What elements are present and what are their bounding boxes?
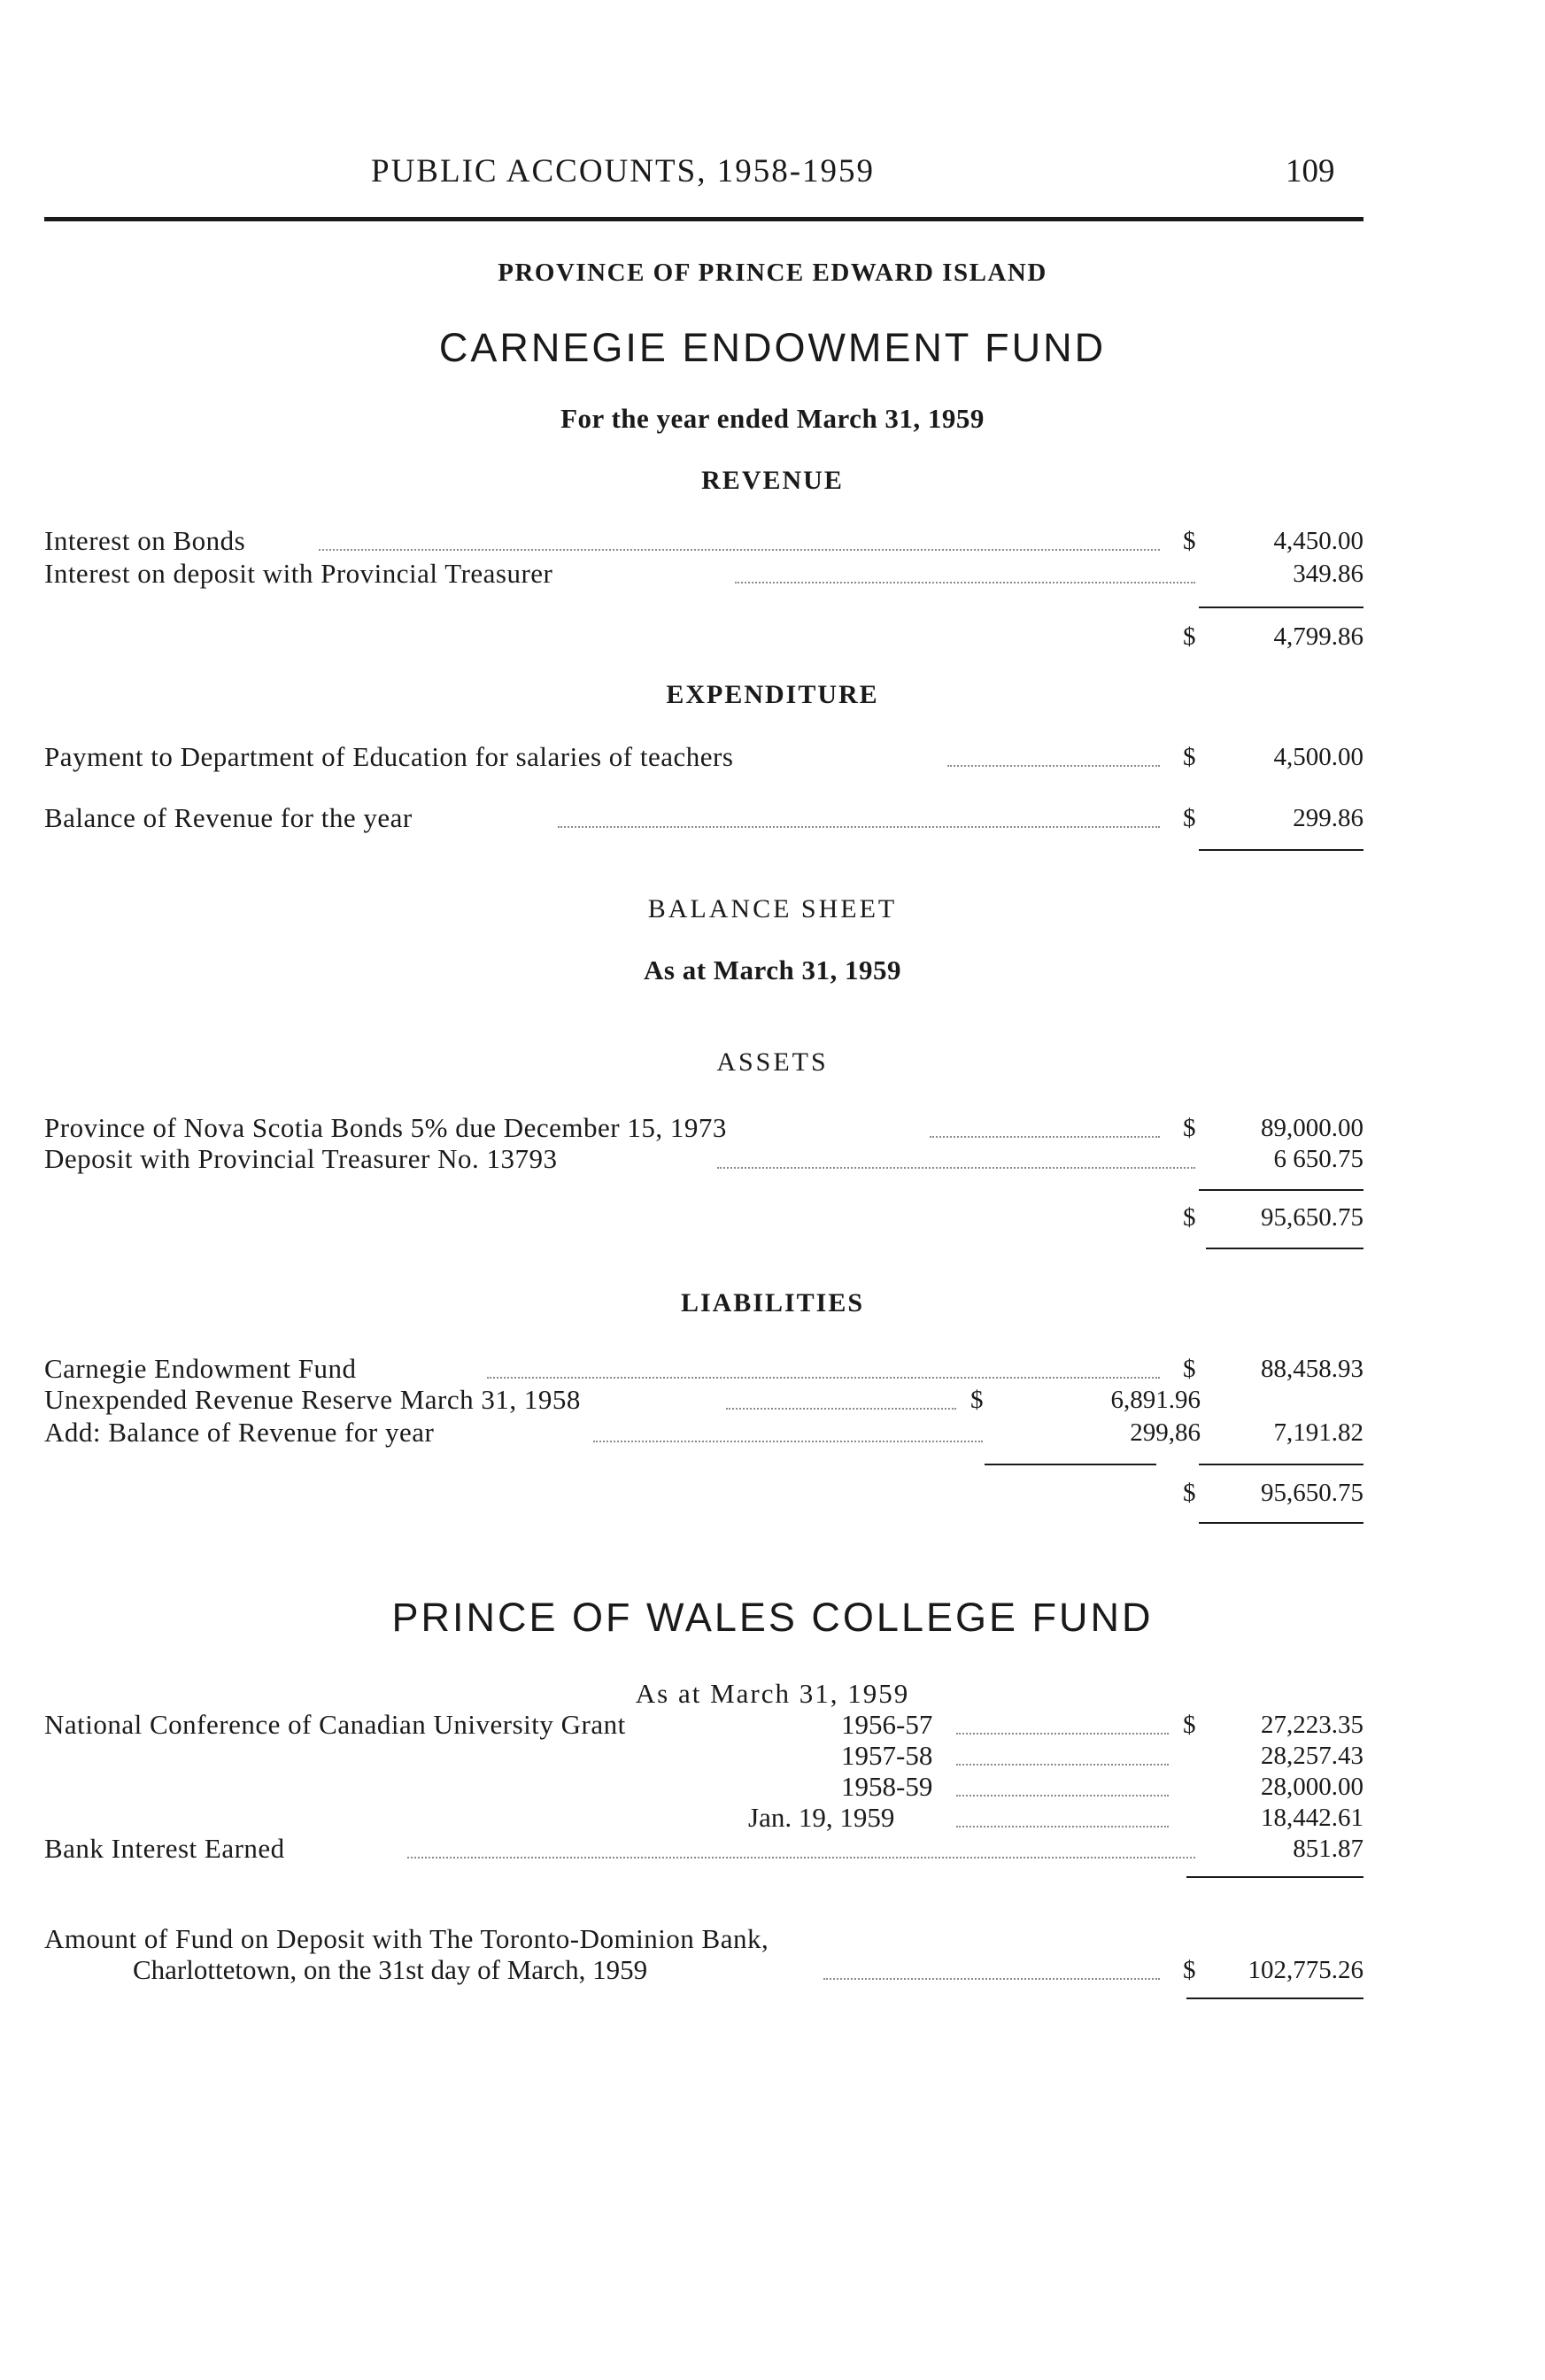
liabilities-amount-add: 299,86 (1130, 1418, 1201, 1447)
grant-amount-2: 28,257.43 (1261, 1742, 1363, 1770)
interest-label: Bank Interest Earned (44, 1833, 285, 1864)
interest-row (44, 1832, 1363, 1866)
assets-row-bonds (44, 1111, 1363, 1145)
dollar-sign: $ (1183, 804, 1196, 832)
deposit-label-line1: Amount of Fund on Deposit with The Toronto-Dominion Bank, (44, 1923, 769, 1954)
grant-period-4: Jan. 19, 1959 (748, 1802, 895, 1833)
liabilities-amount-unexpended: 6,891.96 (1110, 1386, 1201, 1414)
dot-leader (823, 1978, 1160, 1980)
liabilities-row-endowment (44, 1352, 1363, 1386)
expenditure-amount-payment: 4,500.00 (1273, 743, 1363, 771)
grant-row-1 (44, 1708, 1363, 1742)
grant-period-1: 1956-57 (841, 1709, 933, 1740)
dollar-sign: $ (1183, 1956, 1196, 1984)
dollar-sign: $ (1183, 1711, 1196, 1739)
expenditure-amount-balance: 299.86 (1293, 804, 1363, 832)
liabilities-label-endowment: Carnegie Endowment Fund (44, 1353, 357, 1384)
grant-period-2: 1957-58 (841, 1740, 933, 1771)
dot-leader (407, 1857, 1195, 1858)
dot-leader (930, 1136, 1160, 1138)
liabilities-add-total: 7,191.82 (1273, 1418, 1363, 1447)
dot-leader (558, 826, 1160, 828)
carnegie-title: CARNEGIE ENDOWMENT FUND (438, 325, 1107, 370)
assets-row-deposit (44, 1142, 1363, 1176)
grant-label: National Conference of Canadian University Grant (44, 1709, 626, 1740)
grant-amount-4: 18,442.61 (1261, 1804, 1363, 1832)
liabilities-row-add (44, 1416, 1363, 1449)
revenue-amount-deposit: 349.86 (1293, 560, 1363, 588)
liabilities-total-rule (1199, 1464, 1363, 1465)
dot-leader (593, 1441, 983, 1442)
expenditure-heading: EXPENDITURE (666, 680, 879, 709)
dot-leader (735, 582, 1195, 583)
balance-sheet-heading: BALANCE SHEET (647, 894, 898, 923)
interest-amount: 851.87 (1293, 1835, 1363, 1863)
assets-amount-bonds: 89,000.00 (1261, 1114, 1363, 1142)
dollar-sign: $ (1183, 1203, 1196, 1232)
revenue-heading: REVENUE (701, 466, 844, 495)
page-number: 109 (1286, 153, 1335, 189)
revenue-total-rule (1199, 607, 1363, 608)
grant-row-4 (44, 1801, 1363, 1835)
grant-period-3: 1958-59 (841, 1771, 933, 1802)
assets-label-deposit: Deposit with Provincial Treasurer No. 13793 (44, 1143, 558, 1174)
header-rule (44, 217, 1363, 221)
province-heading: PROVINCE OF PRINCE EDWARD ISLAND (498, 259, 1047, 287)
expenditure-label-balance: Balance of Revenue for the year (44, 802, 413, 833)
assets-total-rule (1199, 1189, 1363, 1191)
balance-sheet-date: As at March 31, 1959 (644, 954, 901, 985)
deposit-rule (1186, 1998, 1363, 1999)
expenditure-row-balance (44, 801, 1363, 835)
college-title: PRINCE OF WALES COLLEGE FUND (391, 1595, 1154, 1640)
revenue-total-row (44, 620, 1363, 653)
dollar-sign: $ (970, 1386, 984, 1414)
assets-double-rule (1206, 1248, 1363, 1249)
college-date: As at March 31, 1959 (635, 1678, 910, 1709)
dot-leader (487, 1377, 1160, 1379)
dollar-sign: $ (1183, 743, 1196, 771)
dot-leader (956, 1826, 1169, 1828)
liabilities-heading: LIABILITIES (680, 1288, 865, 1318)
assets-total-row (44, 1201, 1363, 1234)
college-sub-rule (1186, 1876, 1363, 1878)
assets-label-bonds: Province of Nova Scotia Bonds 5% due December 15, 1973 (44, 1112, 727, 1143)
liabilities-label-unexpended: Unexpended Revenue Reserve March 31, 1958 (44, 1384, 581, 1415)
revenue-row-bonds (44, 524, 1363, 558)
carnegie-period: For the year ended March 31, 1959 (560, 403, 985, 434)
grant-amount-3: 28,000.00 (1261, 1773, 1363, 1801)
expenditure-rule (1199, 849, 1363, 851)
liabilities-row-unexpended (44, 1383, 1363, 1417)
revenue-total: 4,799.86 (1273, 622, 1363, 651)
liabilities-total: 95,650.75 (1261, 1479, 1363, 1507)
dollar-sign: $ (1183, 622, 1196, 651)
dot-leader (717, 1167, 1195, 1169)
dot-leader (956, 1764, 1169, 1766)
revenue-label-deposit: Interest on deposit with Provincial Treasurer (44, 558, 553, 589)
dot-leader (947, 765, 1160, 767)
deposit-amount: 102,775.26 (1248, 1956, 1363, 1984)
liabilities-double-rule (1199, 1522, 1363, 1524)
dot-leader (956, 1795, 1169, 1797)
running-title: PUBLIC ACCOUNTS, 1958-1959 (371, 153, 876, 189)
liabilities-label-add: Add: Balance of Revenue for year (44, 1417, 435, 1448)
assets-amount-deposit: 6 650.75 (1273, 1145, 1363, 1173)
deposit-row-1 (44, 1922, 1363, 1956)
dot-leader (956, 1733, 1169, 1735)
deposit-row-2 (44, 1953, 1363, 1987)
dollar-sign: $ (1183, 1114, 1196, 1142)
liabilities-amount-endowment: 88,458.93 (1261, 1355, 1363, 1383)
deposit-label-line2: Charlottetown, on the 31st day of March, 1959 (133, 1954, 648, 1985)
liabilities-total-row (44, 1476, 1363, 1510)
dot-leader (726, 1408, 956, 1410)
assets-heading: ASSETS (716, 1047, 829, 1077)
revenue-amount-bonds: 4,450.00 (1273, 527, 1363, 555)
dollar-sign: $ (1183, 1479, 1196, 1507)
grant-row-3 (44, 1770, 1363, 1804)
dollar-sign: $ (1183, 527, 1196, 555)
grant-amount-1: 27,223.35 (1261, 1711, 1363, 1739)
expenditure-label-payment: Payment to Department of Education for salaries of teachers (44, 741, 734, 772)
dot-leader (319, 549, 1160, 551)
expenditure-row-payment (44, 740, 1363, 774)
liabilities-sub-rule (985, 1464, 1156, 1465)
grant-row-2 (44, 1739, 1363, 1773)
revenue-label-bonds: Interest on Bonds (44, 525, 246, 556)
dollar-sign: $ (1183, 1355, 1196, 1383)
revenue-row-deposit (44, 557, 1363, 591)
assets-total: 95,650.75 (1261, 1203, 1363, 1232)
